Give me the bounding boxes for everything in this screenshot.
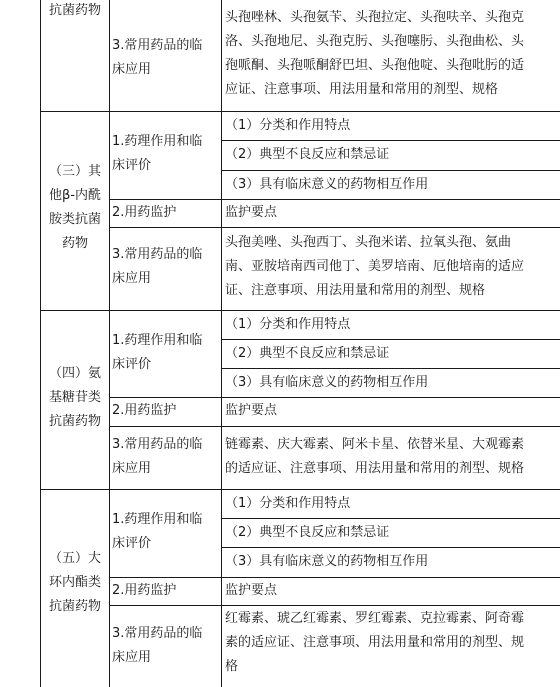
topic-text: 床应用 (112, 62, 152, 77)
content-cell (225, 607, 557, 679)
item-text: （1）分类和作用特点 (225, 317, 351, 332)
content-text: 头孢美唑、头孢西丁、头孢米诺、拉氧头孢、氨曲 (225, 235, 512, 250)
topic-text: 3.常用药品的临 (112, 437, 203, 452)
topic-text: 2.用药监护 (112, 403, 177, 418)
item-divider (221, 339, 560, 340)
item-text: （2）典型不良反应和禁忌证 (225, 525, 390, 540)
item-divider (221, 547, 560, 548)
section-divider (40, 310, 560, 311)
content-text: 南、亚胺培南西司他丁、美罗培南、厄他培南的适应 (225, 259, 525, 274)
content-text: 孢哌酮、头孢哌酮舒巴坦、头孢他啶、头孢吡肟的适 (225, 58, 525, 73)
category-text: 胺类抗菌 (48, 212, 101, 227)
section-divider (40, 111, 560, 112)
topic-text: 2.用药监护 (112, 205, 177, 220)
topic-text: 1.药理作用和临 (112, 333, 203, 348)
topic-cell (112, 508, 216, 556)
category-text: 药物 (61, 236, 88, 251)
topic-cell (112, 201, 216, 225)
content-text: 证、注意事项、用法用量和常用的剂型、规格 (225, 283, 486, 298)
topic-cell (112, 433, 216, 481)
content-text: 的适应证、注意事项、用法用量和常用的剂型、规格 (225, 461, 525, 476)
content-cell (225, 231, 557, 303)
topic-text: 3.常用药品的临 (112, 247, 203, 262)
category-text: 抗菌药物 (48, 414, 101, 429)
topic-cell (112, 34, 216, 82)
category-text: （四）氨 (48, 366, 101, 381)
row-divider (109, 397, 560, 398)
topic-text: 床应用 (112, 650, 152, 665)
category-text: 基糖苷类 (48, 390, 101, 405)
topic-cell (112, 130, 216, 178)
item-divider (221, 518, 560, 519)
item-text: （2）典型不良反应和禁忌证 (225, 147, 390, 162)
category-text: 他β-内酰 (49, 188, 101, 203)
item-text: （1）分类和作用特点 (225, 496, 351, 511)
item-divider (221, 368, 560, 369)
category-text: 抗菌药物 (48, 599, 101, 614)
item-text: （2）典型不良反应和禁忌证 (225, 346, 390, 361)
content-text: 应证、注意事项、用法用量和常用的剂型、规格 (225, 82, 499, 97)
category-text: （五）大 (48, 551, 101, 566)
item-text: （3）具有临床意义的药物相互作用 (225, 554, 429, 569)
row-divider (109, 577, 560, 578)
grid-line (221, 0, 222, 687)
content-text: 监护要点 (225, 205, 278, 220)
item-text: （3）具有临床意义的药物相互作用 (225, 375, 429, 390)
topic-text: 3.常用药品的临 (112, 38, 203, 53)
topic-text: 床评价 (112, 158, 152, 173)
topic-text: 1.药理作用和临 (112, 512, 203, 527)
topic-text: 床应用 (112, 271, 152, 286)
content-cell (225, 6, 557, 102)
content-text: 监护要点 (225, 583, 278, 598)
grid-line (40, 0, 41, 687)
row-divider (109, 426, 560, 427)
category-cell (42, 362, 108, 434)
topic-text: 床应用 (112, 461, 152, 476)
topic-text: 床评价 (112, 536, 152, 551)
content-text: 链霉素、庆大霉素、阿米卡星、依替米星、大观霉素 (225, 437, 525, 452)
item-divider (221, 170, 560, 171)
topic-text: 2.用药监护 (112, 583, 177, 598)
category-cell (42, 160, 108, 256)
topic-cell (112, 579, 216, 603)
content-text: 监护要点 (225, 403, 278, 418)
grid-line (109, 0, 110, 687)
content-text: 红霉素、琥乙红霉素、罗红霉素、克拉霉素、阿奇霉 (225, 611, 525, 626)
category-text: 抗菌药物 (48, 3, 101, 18)
content-text: 格 (225, 659, 239, 674)
item-text: （3）具有临床意义的药物相互作用 (225, 177, 429, 192)
item-text: （1）分类和作用特点 (225, 118, 351, 133)
topic-cell (112, 243, 216, 291)
topic-cell (112, 329, 216, 377)
topic-text: 3.常用药品的临 (112, 626, 203, 641)
content-text: 洛、头孢地尼、头孢克肟、头孢噻肟、头孢曲松、头 (225, 34, 525, 49)
content-text: 头孢唑林、头孢氨苄、头孢拉定、头孢呋辛、头孢克 (225, 10, 525, 25)
section-divider (40, 489, 560, 490)
topic-cell (112, 622, 216, 670)
row-divider (109, 605, 560, 606)
category-text: 环内酯类 (48, 575, 101, 590)
content-text: 素的适应证、注意事项、用法用量和常用的剂型、规 (225, 635, 525, 650)
row-divider (109, 227, 560, 228)
item-divider (221, 140, 560, 141)
content-cell (225, 433, 557, 481)
topic-text: 床评价 (112, 357, 152, 372)
topic-cell (112, 399, 216, 423)
topic-text: 1.药理作用和临 (112, 134, 203, 149)
category-cell (42, 0, 108, 23)
category-text: （三）其 (48, 164, 101, 179)
row-divider (109, 199, 560, 200)
category-cell (42, 547, 108, 619)
